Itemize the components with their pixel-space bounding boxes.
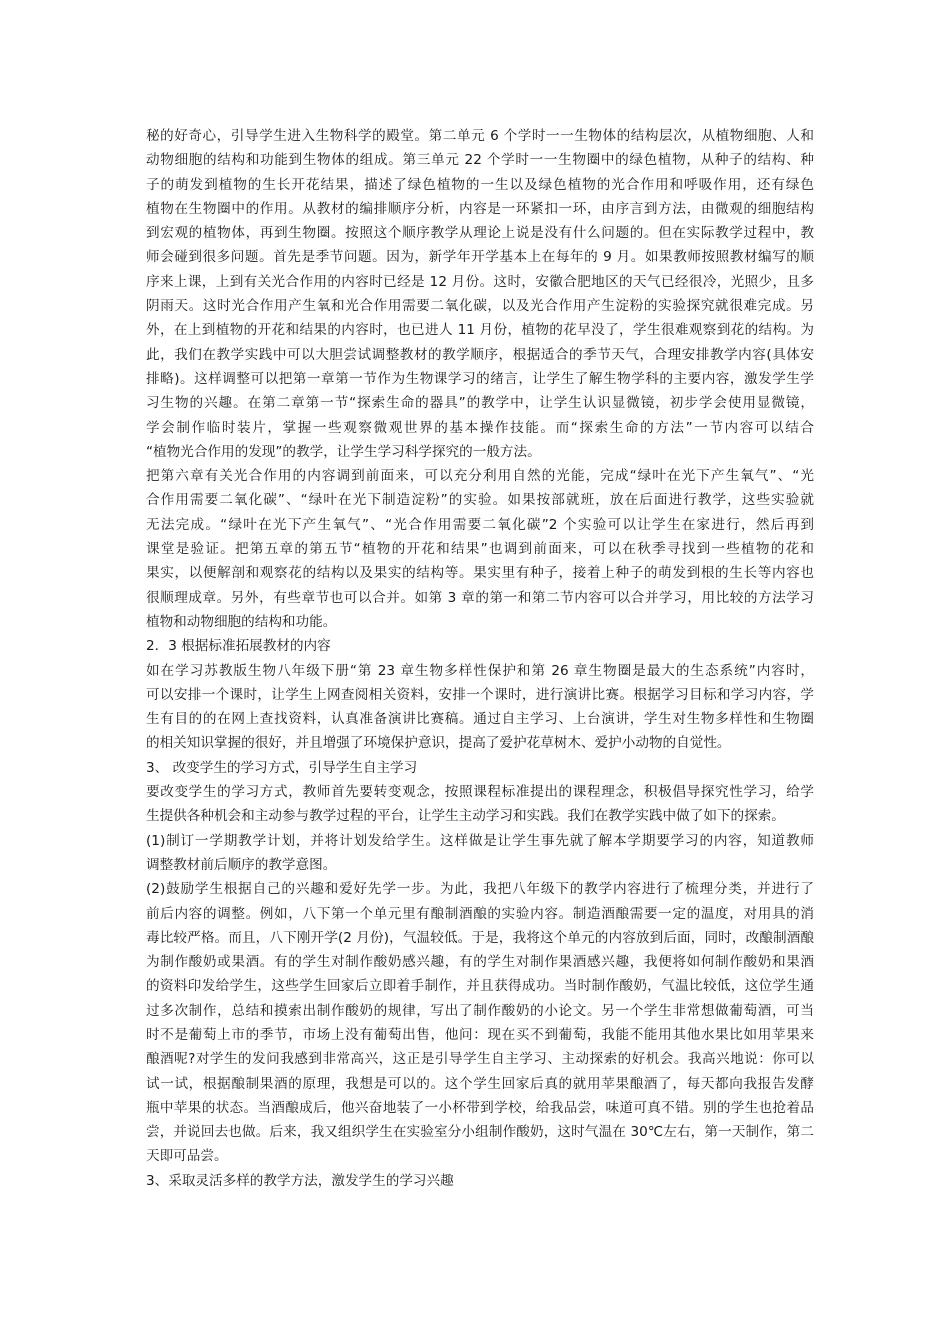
text-line: 排略)。这样调整可以把第一章第一节作为生物课学习的绪言，让学生了解生物学科的主要内容，激发学生学 — [146, 370, 814, 387]
text-line: 动物细胞的结构和功能到生物体的组成。第三单元 22 个学时一一生物圈中的绿色植物，从种子的结构、种 — [146, 152, 814, 169]
text-line: 酿酒呢?对学生的发问我感到非常高兴，这正是引导学生自主学习、主动探索的好机会。我高兴地说：你可以 — [146, 1051, 814, 1068]
paragraph — [146, 659, 814, 756]
text-line: 的相关知识掌握的很好，并且增强了环境保护意识，提高了爱护花草树木、爱护小动物的自觉性。 — [146, 735, 731, 752]
paragraph — [146, 877, 814, 1169]
text-line: 调整教材前后顺序的教学意图。 — [146, 856, 337, 873]
text-line: 此，我们在教学实践中可以大胆尝试调整教材的教学顺序，根据适合的季节天气，合理安排教学内容(具体安 — [146, 346, 814, 363]
text-line: 要改变学生的学习方式，教师首先要转变观念，按照课程标准提出的课程理念，积极倡导探究性学习，给学 — [146, 784, 814, 801]
text-line: (1)制订一学期教学计划，并将计划发给学生。这样做是让学生事先就了解本学期要学习的内容，知道教师 — [146, 832, 814, 849]
paragraph — [146, 829, 814, 878]
text-line: 阴雨天。这时光合作用产生氧和光合作用需要二氧化碳，以及光合作用产生淀粉的实验探究就很难完成。另 — [146, 298, 814, 315]
text-line: 合作用需要二氧化碳”、“绿叶在光下制造淀粉”的实验。如果按部就班，放在后面进行教学，这些实验就 — [146, 492, 814, 509]
text-line: 尝，并说回去也做。后来，我又组织学生在实验室分小组制作酸奶，这时气温在 30℃左右，第一天制作，第二 — [146, 1124, 814, 1141]
text-line: 毒比较严格。而且，八下刚开学(2 月份)，气温较低。于是，我将这个单元的内容放到后面，同时，改酿制酒酿 — [146, 929, 814, 946]
paragraph — [146, 780, 814, 829]
document-page — [146, 124, 814, 1193]
text-line: 植物和动物细胞的结构和功能。 — [146, 613, 337, 630]
text-line: 瓶中苹果的状态。当酒酿成后，他兴奋地装了一小杯带到学校，给我品尝，味道可真不错。别的学生也抢着品 — [146, 1099, 814, 1116]
text-line: “植物光合作用的发现”的教学，让学生学习科学探究的一般方法。 — [146, 443, 541, 460]
text-line: 很顺理成章。另外，有些章节也可以合并。如第 3 章的第一和第二节内容可以合并学习，用比较的方法学习 — [146, 589, 814, 606]
text-line: 果实，以便解剖和观察花的结构以及果实的结构等。果实里有种子，接着上种子的萌发到根的生长等内容也 — [146, 565, 814, 582]
text-line: 外，在上到植物的开花和结果的内容时，也已进人 11 月份，植物的花早没了，学生很难观察到花的结构。为 — [146, 322, 814, 339]
text-line: 的资料印发给学生，这些学生回家后立即着手制作，并且获得成功。当时制作酸奶，气温比较低，这位学生通 — [146, 978, 814, 995]
section-heading — [146, 634, 814, 658]
text-line: 时不是葡萄上市的季节，市场上没有葡萄出售，他问：现在买不到葡萄，我能不能用其他水果比如用苹果来 — [146, 1026, 814, 1043]
text-line: 子的萌发到植物的生长开花结果，描述了绿色植物的一生以及绿色植物的光合作用和呼吸作用，还有绿色 — [146, 176, 814, 193]
text-line: 天即可品尝。 — [146, 1148, 228, 1165]
text-line: 把第六章有关光合作用的内容调到前面来，可以充分利用自然的光能，完成“绿叶在光下产生氧气”、“光 — [146, 468, 814, 485]
text-line: 试一试，根据酿制果酒的原理，我想是可以的。这个学生回家后真的就用苹果酿酒了，每天都向我报告发酵 — [146, 1075, 814, 1092]
text-line: 3、采取灵活多样的教学方法，激发学生的学习兴趣 — [146, 1172, 454, 1189]
text-line: 过多次制作，总结和摸索出制作酸奶的规律，写出了制作酸奶的小论文。另一个学生非常想做葡萄酒，可当 — [146, 1002, 814, 1019]
text-line: 生提供各种机会和主动参与教学过程的平台，让学生主动学习和实践。我们在教学实践中做了如下的探索。 — [146, 808, 785, 825]
text-line: 可以安排一个课时，让学生上网查阅相关资料，安排一个课时，进行演讲比赛。根据学习目标和学习内容，学 — [146, 686, 814, 703]
text-line: 师会碰到很多问题。首先是季节问题。因为，新学年开学基本上在每年的 9 月。如果教师按照教材编写的顺 — [146, 249, 814, 266]
paragraph — [146, 464, 814, 634]
text-line: 生有目的的在网上查找资料，认真准备演讲比赛稿。通过自主学习、上台演讲，学生对生物多样性和生物圈 — [146, 711, 814, 728]
section-heading — [146, 1169, 814, 1193]
text-line: 序来上课，上到有关光合作用的内容时已经是 12 月份。这时，安徽合肥地区的天气已经很冷，光照少，且多 — [146, 273, 814, 290]
text-line: 秘的好奇心，引导学生进入生物科学的殿堂。第二单元 6 个学时一一生物体的结构层次，从植物细胞、人和 — [146, 128, 814, 144]
text-line: 到宏观的植物体，再到生物圈。按照这个顺序教学从理论上说是没有什么问题的。但在实际教学过程中，教 — [146, 225, 814, 242]
text-line: 前后内容的调整。例如，八下第一个单元里有酿制酒酿的实验内容。制造酒酿需要一定的温度，对用具的消 — [146, 905, 814, 922]
text-line: 为制作酸奶或果酒。有的学生对制作酸奶感兴趣，有的学生对制作果酒感兴趣，我便将如何制作酸奶和果酒 — [146, 954, 814, 971]
paragraph — [146, 124, 814, 464]
text-line: 习生物的兴趣。在第二章第一节“探索生命的器具”的教学中，让学生认识显微镜，初步学会使用显微镜， — [146, 395, 814, 412]
text-line: 植物在生物圈中的作用。从教材的编排顺序分析，内容是一环紧扣一环，由序言到方法，由微观的细胞结构 — [146, 200, 814, 217]
text-line: 学会制作临时装片，掌握一些观察微观世界的基本操作技能。而“探索生命的方法”一节内容可以结合 — [146, 419, 814, 436]
section-heading — [146, 756, 814, 780]
text-line: 2．3 根据标准拓展教材的内容 — [146, 638, 331, 655]
text-line: 如在学习苏教版生物八年级下册“第 23 章生物多样性保护和第 26 章生物圈是最大的生态系统”内容时， — [146, 662, 814, 679]
text-line: 课堂是验证。把第五章的第五节“植物的开花和结果”也调到前面来，可以在秋季寻找到一些植物的花和 — [146, 541, 814, 558]
text-line: (2)鼓励学生根据自己的兴趣和爱好先学一步。为此，我把八年级下的教学内容进行了梳理分类，并进行了 — [146, 881, 814, 898]
text-line: 3、 改变学生的学习方式，引导学生自主学习 — [146, 759, 418, 776]
text-line: 无法完成。“绿叶在光下产生氧气”、“光合作用需要二氧化碳”2 个实验可以让学生在家进行，然后再到 — [146, 516, 814, 533]
